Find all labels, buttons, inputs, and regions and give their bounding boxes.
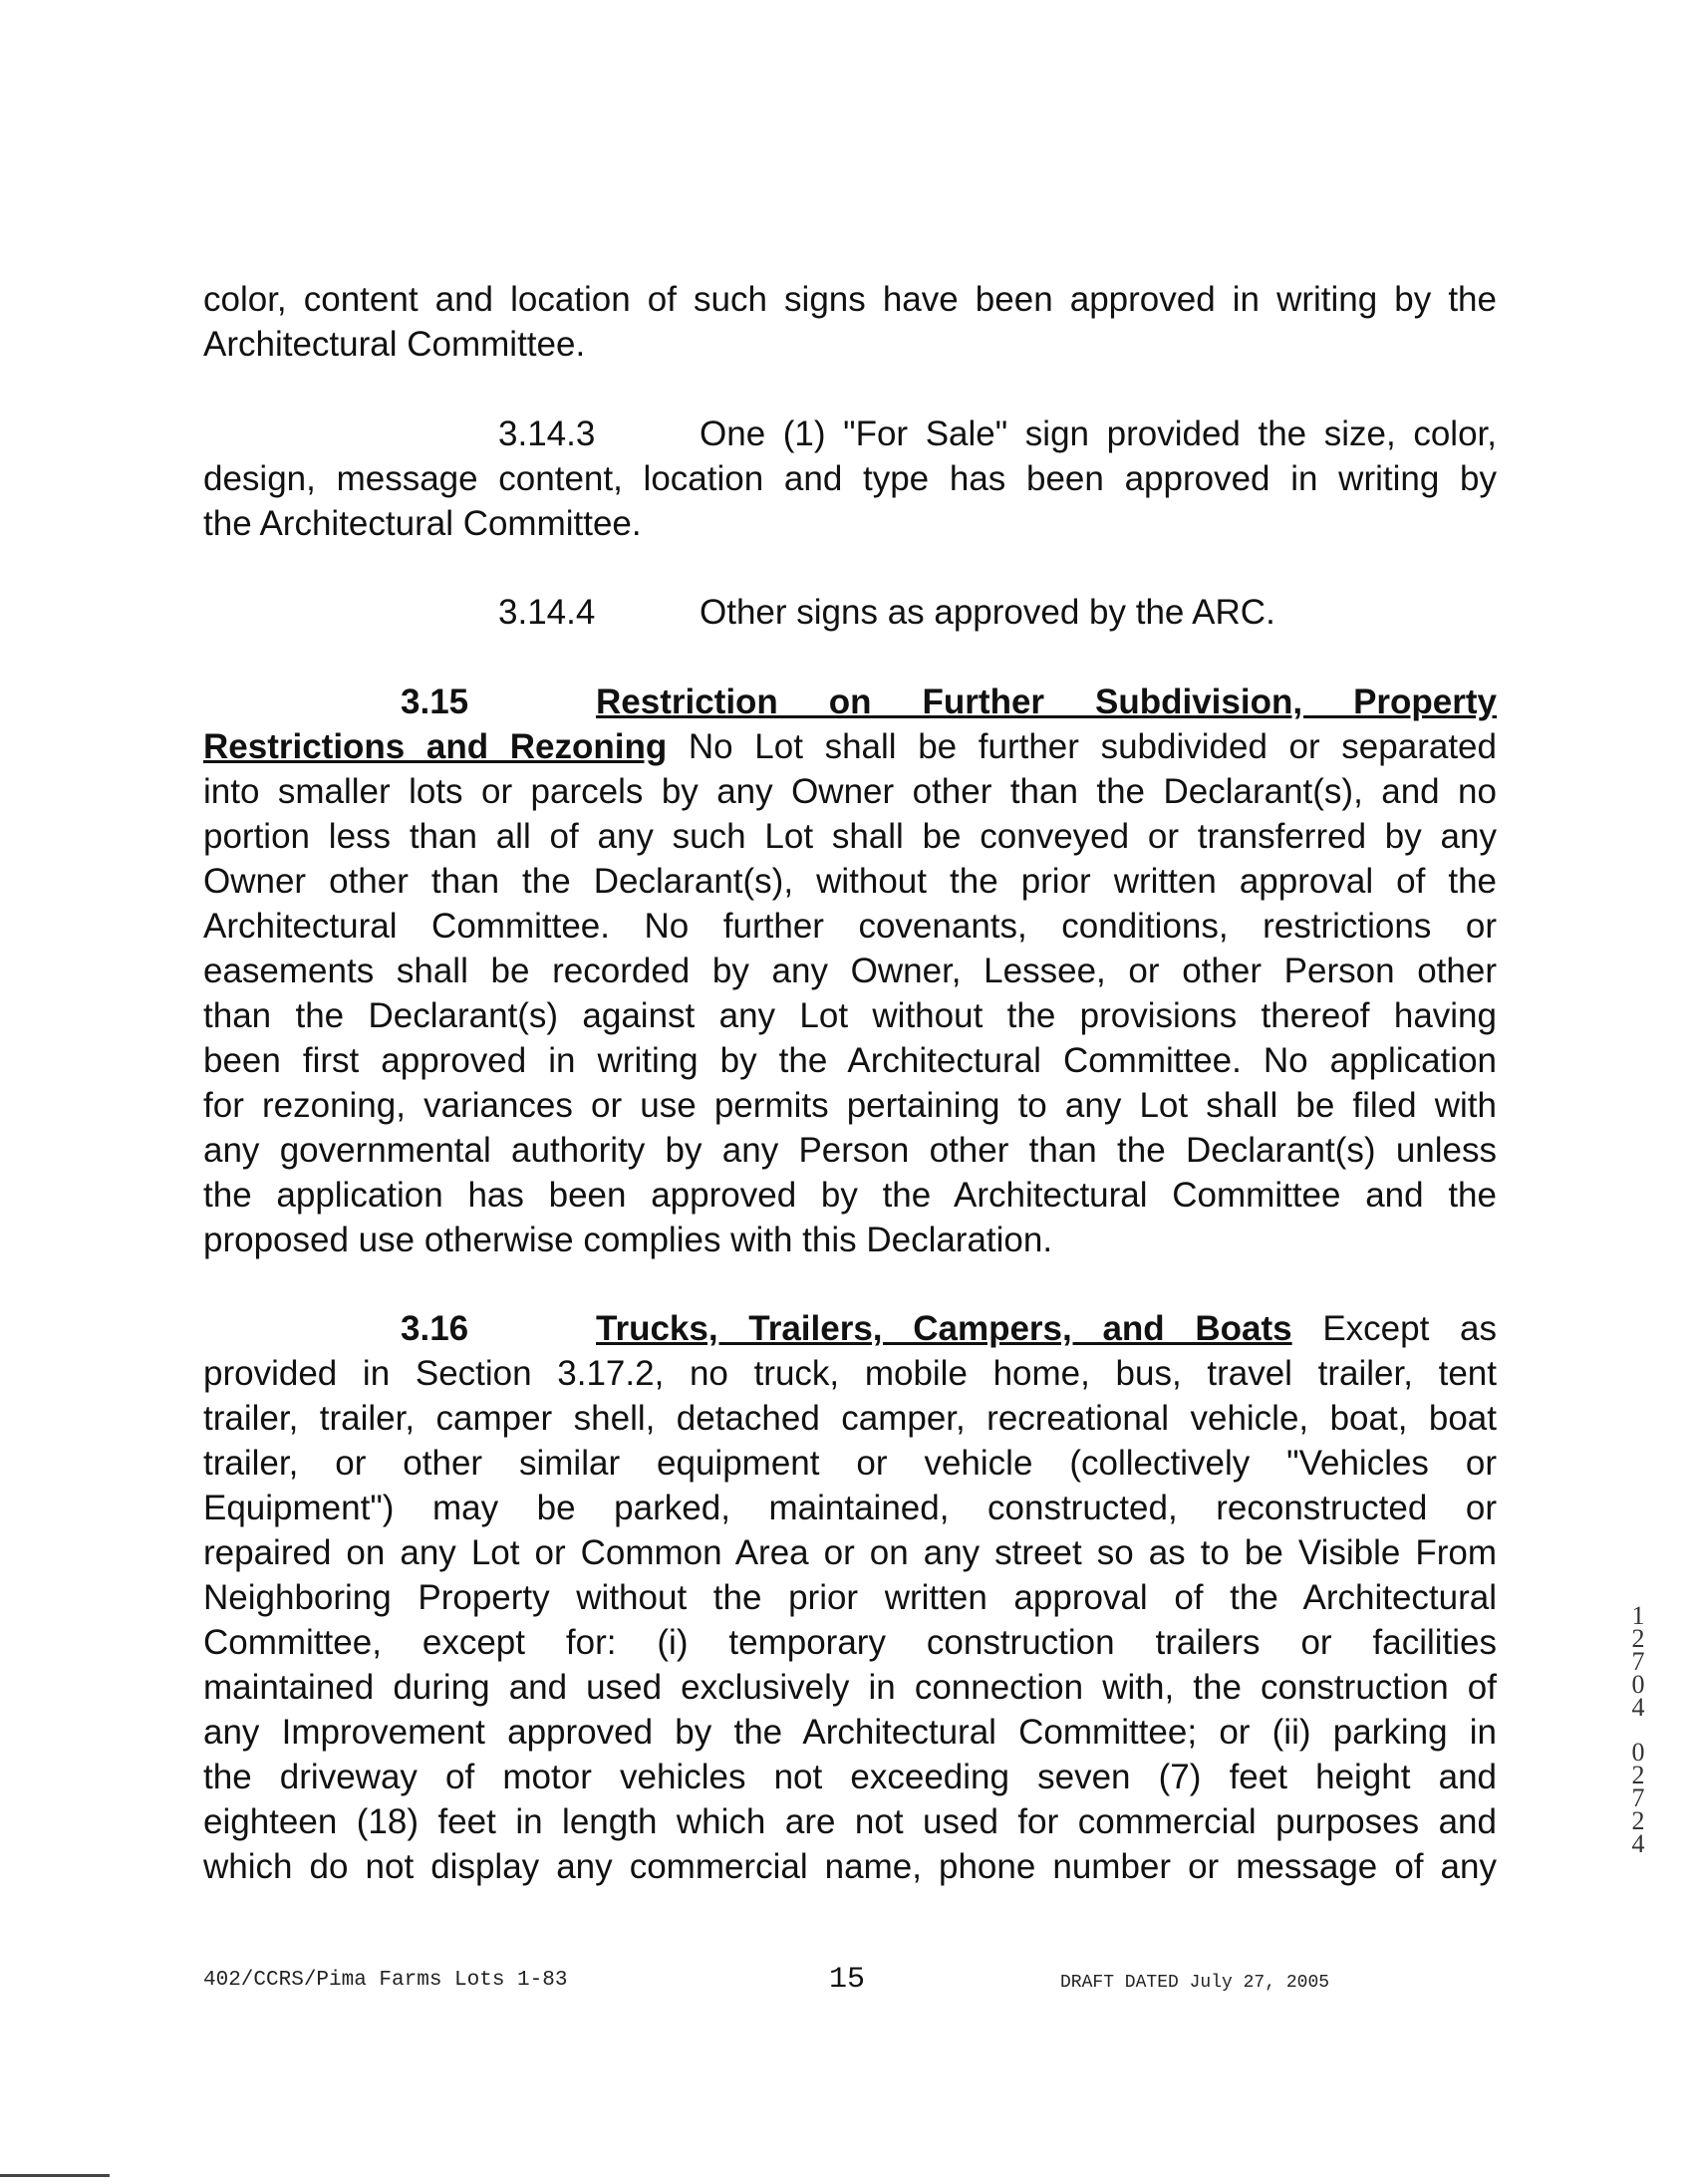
text-line: eighteen (18) feet in length which are not used for commercial purposes and bbox=[203, 1802, 1497, 1841]
text-line: trailer, or other similar equipment or vehicle (collectively "Vehicles or bbox=[203, 1444, 1497, 1483]
page-number: 15 bbox=[829, 1963, 866, 1997]
stamp-digit: 7 bbox=[1631, 1647, 1645, 1676]
text-line: the driveway of motor vehicles not exceeding seven (7) feet height and bbox=[203, 1758, 1497, 1796]
section-3-16-first-line bbox=[596, 1306, 1497, 1351]
text-line: Owner other than the Declarant(s), without the prior written approval of the bbox=[203, 862, 1497, 901]
footer-draft-date: DRAFT DATED July 27, 2005 bbox=[1060, 1973, 1330, 1993]
section-3-16-heading: Trucks, Trailers, Campers, and Boats bbox=[596, 1309, 1292, 1348]
text-line: into smaller lots or parcels by any Owner other than the Declarant(s), and no bbox=[203, 772, 1497, 811]
line-text: No Lot shall be further subdivided or separated bbox=[667, 727, 1497, 766]
section-number-3-14-3: 3.14.3 bbox=[498, 414, 596, 453]
text-line: proposed use otherwise complies with this Declaration. bbox=[203, 1221, 1053, 1259]
text-line: Architectural Committee. No further covenants, conditions, restrictions or bbox=[203, 907, 1497, 946]
text-line: Architectural Committee. bbox=[203, 325, 586, 364]
text-line: the application has been approved by the Architectural Committee and the bbox=[203, 1176, 1497, 1215]
stamp-digit: 4 bbox=[1631, 1693, 1645, 1722]
text-line: Committee, except for: (i) temporary construction trailers or facilities bbox=[203, 1623, 1497, 1662]
stamp-digit: 1 bbox=[1631, 1601, 1645, 1630]
text-line: color, content and location of such signs have been approved in writing by the bbox=[203, 280, 1497, 319]
text-line: trailer, trailer, camper shell, detached camper, recreational vehicle, boat, boat bbox=[203, 1399, 1497, 1438]
footer-doc-id: 402/CCRS/Pima Farms Lots 1-83 bbox=[203, 1969, 568, 1992]
section-3-14-4-text: Other signs as approved by the ARC. bbox=[700, 593, 1275, 632]
section-3-15-paragraph bbox=[203, 724, 1497, 1262]
stamp-digit: 0 bbox=[1631, 1738, 1645, 1767]
text-line: provided in Section 3.17.2, no truck, mobile home, bus, travel trailer, tent bbox=[203, 1354, 1497, 1393]
stamp-digit: 2 bbox=[1631, 1806, 1645, 1835]
text-line: maintained during and used exclusively in connection with, the construction of bbox=[203, 1668, 1497, 1707]
intro-paragraph bbox=[203, 277, 1497, 367]
text-line: than the Declarant(s) against any Lot without the provisions thereof having bbox=[203, 996, 1497, 1035]
text-line: been first approved in writing by the Architectural Committee. No application bbox=[203, 1041, 1497, 1080]
stamp-digit: 0 bbox=[1631, 1670, 1645, 1699]
text-line: design, message content, location and type has been approved in writing by bbox=[203, 459, 1497, 498]
stamp-digit: 2 bbox=[1631, 1624, 1645, 1653]
text-line: easements shall be recorded by any Owner, Lessee, or other Person other bbox=[203, 952, 1497, 990]
line-text: Except as bbox=[1291, 1309, 1497, 1348]
section-3-14-3-first-line: One (1) "For Sale" sign provided the size, color, bbox=[700, 414, 1497, 453]
section-3-15-heading: Restriction on Further Subdivision, Property bbox=[596, 682, 1497, 721]
section-3-16-paragraph bbox=[203, 1351, 1497, 1889]
stamp-digit: 2 bbox=[1631, 1761, 1645, 1789]
stamp-digit: 7 bbox=[1631, 1783, 1645, 1812]
text-line: any governmental authority by any Person other than the Declarant(s) unless bbox=[203, 1131, 1497, 1170]
text-line: Neighboring Property without the prior written approval of the Architectural bbox=[203, 1578, 1497, 1617]
text-line: for rezoning, variances or use permits pertaining to any Lot shall be filed with bbox=[203, 1086, 1497, 1125]
section-3-15-heading-continued: Restrictions and Rezoning bbox=[203, 727, 668, 766]
stamp-digit: 4 bbox=[1631, 1829, 1645, 1858]
text-line: Equipment") may be parked, maintained, constructed, reconstructed or bbox=[203, 1489, 1497, 1527]
text-line: the Architectural Committee. bbox=[203, 504, 642, 543]
section-number-3-15: 3.15 bbox=[401, 682, 469, 721]
text-line: portion less than all of any such Lot shall be conveyed or transferred by any bbox=[203, 817, 1497, 856]
section-number-3-16: 3.16 bbox=[401, 1309, 469, 1348]
text-line: any Improvement approved by the Architectural Committee; or (ii) parking in bbox=[203, 1713, 1497, 1752]
margin-recording-number bbox=[1626, 1601, 1650, 1858]
text-line: repaired on any Lot or Common Area or on any street so as to be Visible From bbox=[203, 1533, 1497, 1572]
text-line: which do not display any commercial name, phone number or message of any bbox=[203, 1847, 1497, 1886]
text-line bbox=[203, 724, 1497, 769]
section-number-3-14-4: 3.14.4 bbox=[498, 593, 596, 632]
section-3-14-3-paragraph bbox=[203, 456, 1497, 546]
scan-artifact bbox=[0, 2174, 110, 2177]
